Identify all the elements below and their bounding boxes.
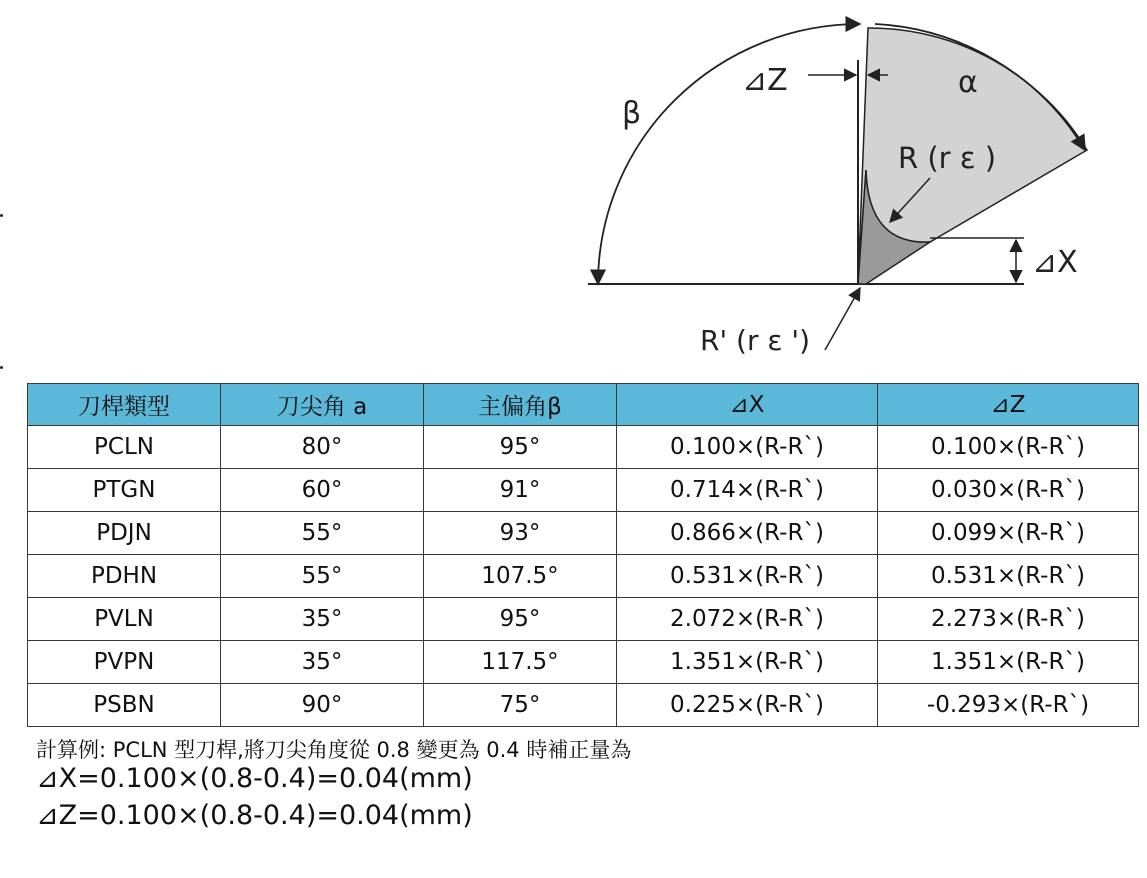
cell-delta-z: 1.351×(R-R`): [878, 641, 1139, 684]
header-nose-angle: 刀尖角 a: [221, 384, 424, 426]
table-row: [28, 641, 1139, 684]
table-row: [28, 426, 1139, 469]
cell-delta-x: 1.351×(R-R`): [617, 641, 878, 684]
example-delta-z: ⊿Z=0.100×(0.8-0.4)=0.04(mm): [36, 800, 473, 831]
cell-nose-angle: 35°: [221, 598, 424, 641]
delta-x-label: ⊿X: [1032, 245, 1078, 280]
cell-delta-z: 0.030×(R-R`): [878, 469, 1139, 512]
cell-holder-type: PSBN: [28, 684, 221, 727]
cell-holder-type: PTGN: [28, 469, 221, 512]
cell-lead-angle: 117.5°: [424, 641, 617, 684]
cell-holder-type: PCLN: [28, 426, 221, 469]
cell-delta-z: 0.531×(R-R`): [878, 555, 1139, 598]
header-delta-x: ⊿X: [617, 384, 878, 426]
tool-holder-spec-table: [27, 383, 1139, 727]
cell-holder-type: PDJN: [28, 512, 221, 555]
table-row: [28, 512, 1139, 555]
cell-delta-z: 0.099×(R-R`): [878, 512, 1139, 555]
r-prime-label: R' (r ε '): [700, 324, 811, 357]
cell-delta-x: 2.072×(R-R`): [617, 598, 878, 641]
cell-lead-angle: 75°: [424, 684, 617, 727]
table-row: [28, 598, 1139, 641]
header-holder-type: 刀桿類型: [28, 384, 221, 426]
cell-lead-angle: 95°: [424, 426, 617, 469]
cell-delta-z: -0.293×(R-R`): [878, 684, 1139, 727]
delta-z-label: ⊿Z: [742, 63, 788, 98]
margin-dot: [0, 366, 3, 369]
r-prime-leader: [825, 288, 860, 350]
margin-dot: [0, 214, 3, 217]
cell-nose-angle: 55°: [221, 512, 424, 555]
cell-delta-z: 0.100×(R-R`): [878, 426, 1139, 469]
cell-delta-z: 2.273×(R-R`): [878, 598, 1139, 641]
cell-lead-angle: 95°: [424, 598, 617, 641]
example-delta-x: ⊿X=0.100×(0.8-0.4)=0.04(mm): [36, 763, 473, 794]
cell-lead-angle: 91°: [424, 469, 617, 512]
cell-nose-angle: 55°: [221, 555, 424, 598]
table-header-row: [28, 384, 1139, 426]
cell-nose-angle: 60°: [221, 469, 424, 512]
tool-nose-diagram: [0, 0, 1147, 380]
header-delta-z: ⊿Z: [878, 384, 1139, 426]
cell-holder-type: PVPN: [28, 641, 221, 684]
alpha-label: α: [958, 65, 978, 100]
cell-delta-x: 0.225×(R-R`): [617, 684, 878, 727]
cell-holder-type: PDHN: [28, 555, 221, 598]
table-row: [28, 555, 1139, 598]
cell-nose-angle: 35°: [221, 641, 424, 684]
example-title: 計算例: PCLN 型刀桿,將刀尖角度從 0.8 變更為 0.4 時補正量為: [36, 738, 632, 762]
cell-delta-x: 0.714×(R-R`): [617, 469, 878, 512]
r-label: R (r ε ): [898, 141, 997, 175]
table-row: [28, 469, 1139, 512]
cell-holder-type: PVLN: [28, 598, 221, 641]
cell-lead-angle: 107.5°: [424, 555, 617, 598]
cell-nose-angle: 80°: [221, 426, 424, 469]
beta-arc: [598, 24, 860, 284]
cell-nose-angle: 90°: [221, 684, 424, 727]
cell-lead-angle: 93°: [424, 512, 617, 555]
beta-label: β: [622, 96, 642, 131]
table-row: [28, 684, 1139, 727]
cell-delta-x: 0.531×(R-R`): [617, 555, 878, 598]
cell-delta-x: 0.100×(R-R`): [617, 426, 878, 469]
header-lead-angle: 主偏角β: [424, 384, 617, 426]
cell-delta-x: 0.866×(R-R`): [617, 512, 878, 555]
